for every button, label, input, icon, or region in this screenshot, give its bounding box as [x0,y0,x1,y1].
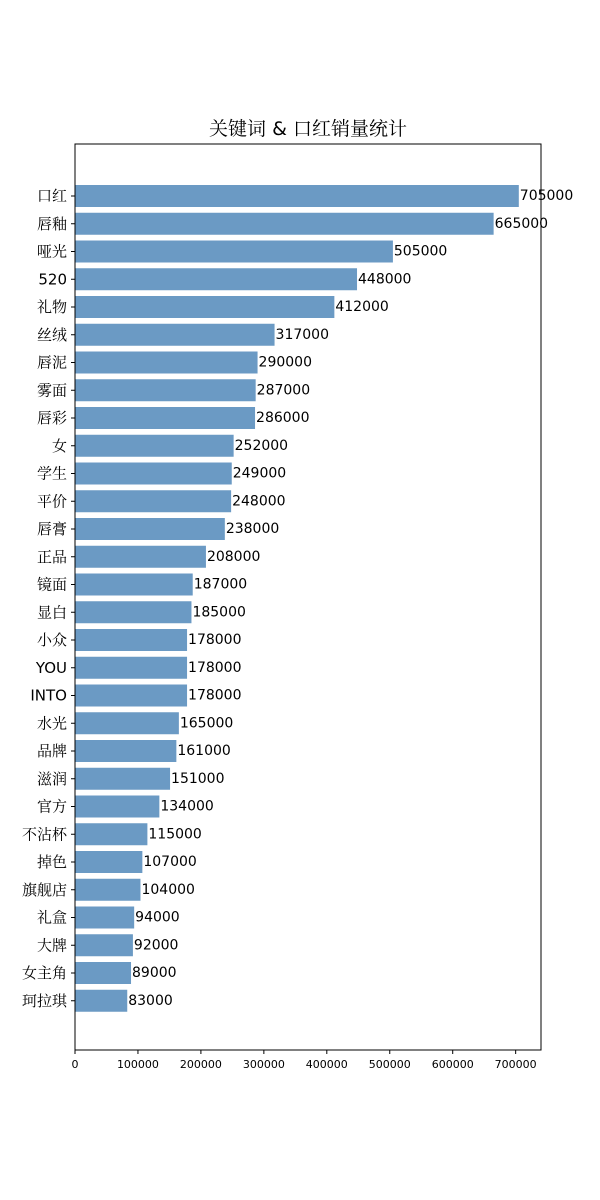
value-label: 151000 [171,770,225,787]
bar-20 [75,740,176,762]
bar-5 [75,324,275,346]
value-label: 317000 [275,326,330,343]
category-label: 520 [38,270,67,289]
value-label: 115000 [148,826,202,843]
category-label: 平价 [36,492,67,511]
category-label: 显白 [36,603,67,622]
category-label: 雾面 [36,381,67,400]
value-label: 665000 [494,215,549,232]
x-tick-label: 100000 [116,1058,159,1071]
bar-24 [75,851,142,873]
bar-0 [75,185,519,207]
bar-8 [75,407,255,429]
x-tick-label: 700000 [494,1058,537,1071]
bar-29 [75,990,127,1012]
category-label: 正品 [36,547,67,566]
value-label: 161000 [177,743,231,759]
bar-10 [75,463,232,485]
category-label: 学生 [36,464,67,483]
value-label: 448000 [358,271,412,288]
bar-23 [75,823,147,845]
bar-18 [75,685,187,707]
x-tick-label: 500000 [368,1058,411,1071]
category-label: 唇釉 [36,214,67,233]
category-label: INTO [30,686,67,705]
x-tick-label: 300000 [242,1058,285,1071]
bar-13 [75,546,206,568]
category-label: 大牌 [36,936,67,955]
x-tick-label: 200000 [179,1058,222,1071]
category-label: 镜面 [36,575,67,594]
bar-22 [75,796,159,818]
value-label: 178000 [188,632,242,648]
bar-9 [75,435,234,457]
category-label: 旗舰店 [21,880,67,899]
category-label: 礼物 [36,298,67,316]
bar-6 [75,352,258,374]
chart-title: 关键词 & 口红销量统计 [209,118,407,140]
value-label: 134000 [160,798,214,815]
category-label: 滋润 [36,769,67,788]
value-label: 107000 [143,854,197,870]
value-label: 249000 [232,465,287,482]
bar-26 [75,907,134,929]
category-label: 水光 [36,714,67,733]
value-label: 705000 [519,188,574,204]
category-label: 女 [51,436,67,455]
value-label: 290000 [258,354,313,371]
value-label: 165000 [179,715,234,732]
category-label: 小众 [36,631,67,649]
value-label: 287000 [256,382,311,399]
category-label: 哑光 [36,242,67,261]
category-label: 唇彩 [36,409,67,427]
value-label: 412000 [335,299,389,315]
category-labels [22,187,68,1010]
bar-3 [75,268,357,290]
value-label: 185000 [192,604,246,621]
category-label: YOU [35,658,67,677]
bar-25 [75,879,140,901]
value-label: 178000 [188,687,242,704]
bar-1 [75,213,494,235]
category-label: 唇膏 [36,520,67,538]
bar-28 [75,962,131,984]
bar-2 [75,241,393,263]
category-label: 唇泥 [36,353,67,372]
value-label: 83000 [128,992,173,1009]
bar-19 [75,712,179,734]
category-label: 品牌 [36,742,67,760]
category-label: 女主角 [21,964,67,982]
bar-15 [75,601,191,623]
value-label: 94000 [135,909,180,926]
category-label: 官方 [36,797,67,816]
x-tick-label: 400000 [305,1058,348,1071]
value-label: 208000 [206,548,261,565]
category-label: 口红 [36,187,67,205]
bar-17 [75,657,187,679]
value-label: 248000 [232,493,286,510]
value-label: 89000 [132,965,177,981]
bar-7 [75,379,256,401]
bar-21 [75,768,170,790]
value-label: 92000 [133,937,179,954]
x-tick-label: 0 [71,1058,79,1071]
value-label: 187000 [193,576,248,593]
category-label: 珂拉琪 [21,991,67,1010]
value-label: 286000 [256,410,310,426]
x-tick-label: 600000 [431,1058,474,1071]
value-label: 252000 [234,437,289,454]
value-label: 104000 [141,881,195,898]
value-label: 505000 [393,243,448,260]
bar-12 [75,518,225,540]
value-label: 238000 [225,521,280,537]
bar-11 [75,490,231,512]
bar-4 [75,296,334,318]
category-label: 丝绒 [36,325,67,344]
bar-14 [75,574,193,596]
bar-16 [75,629,187,651]
value-label: 178000 [188,659,242,676]
category-label: 礼盒 [36,908,67,927]
bar-27 [75,934,133,956]
category-label: 掉色 [36,853,67,871]
category-label: 不沾杯 [21,825,67,844]
